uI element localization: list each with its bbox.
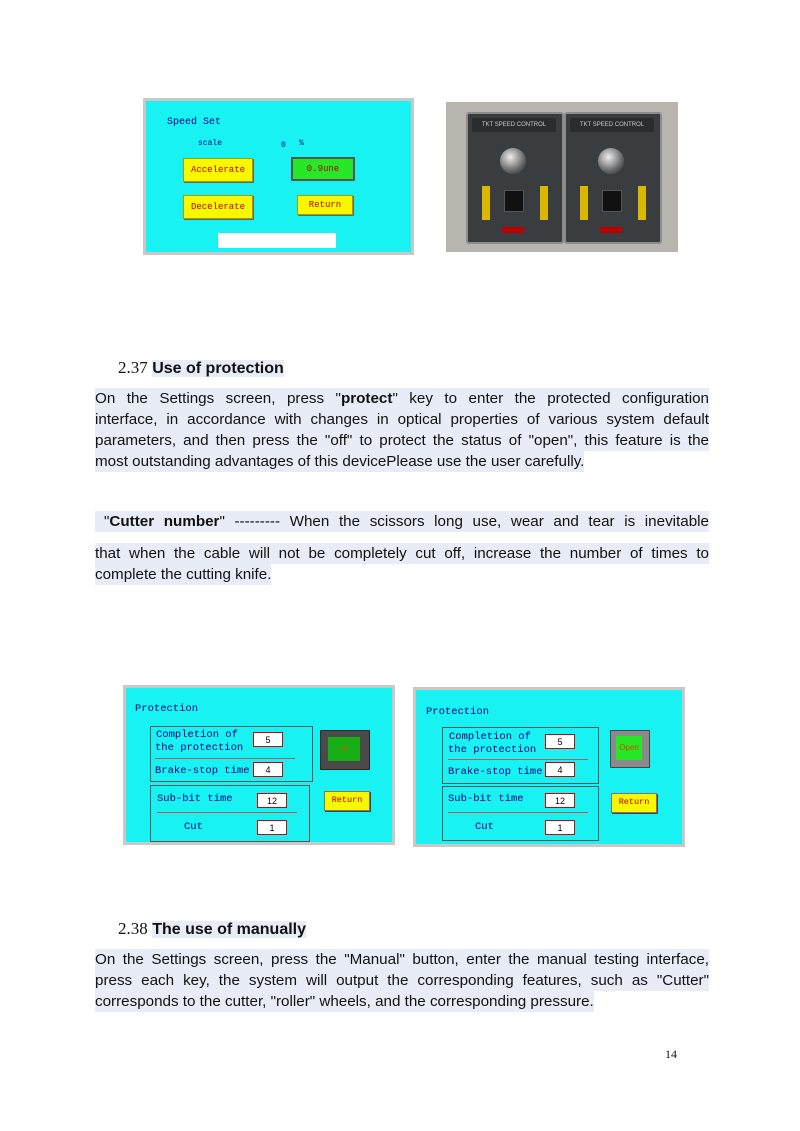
sub-bit-value[interactable]: 12: [257, 793, 287, 808]
section-title: The use of manually: [152, 921, 307, 938]
section-title: Use of protection: [152, 360, 284, 377]
speed-set-title: Speed Set: [167, 117, 222, 128]
controller-label: SPEED CONTROL: [494, 122, 547, 128]
scale-value: 0: [281, 141, 286, 150]
cutter-number-paragraph: "Cutter number" --------- When the scissors long use, wear and tear is inevitable that when the cable will not be completely cut off, increase the number of times to complete the cutting knife.: [95, 513, 709, 583]
page-number: 14: [665, 1047, 677, 1061]
speed-set-screenshot: [143, 98, 414, 255]
brake-stop-value[interactable]: 4: [253, 762, 283, 777]
cut-value[interactable]: 1: [545, 820, 575, 835]
protection-toggle-button[interactable]: Open: [610, 730, 650, 768]
protection-paragraph: On the Settings screen, press "protect" key to enter the protected configuration interface, in accordance with changes in optical properties of various system default parameters, and then press the "off" to protect the status of "open", this feature is the most outstanding advantages of this devicePlease use the user carefully.: [95, 390, 709, 470]
protection-toggle-button[interactable]: off: [320, 730, 370, 770]
speed-knob: [500, 148, 526, 174]
section-number: 2.38: [118, 919, 148, 938]
protection-settings-box: Completion of the protection 5 Brake-stop time 4: [442, 727, 599, 784]
protection-title: Protection: [135, 703, 199, 715]
protection-title: Protection: [426, 706, 490, 718]
section-heading-2-37: [118, 358, 284, 378]
accelerate-button[interactable]: Accelerate: [183, 158, 253, 182]
controller-label: SPEED CONTROL: [592, 122, 645, 128]
protection-screen-off: [123, 685, 395, 845]
protection-settings-box: Completion of the protection 5 Brake-stop time 4: [150, 726, 313, 782]
manual-paragraph: On the Settings screen, press the "Manual" button, enter the manual testing interface, press each key, the system will output the corresponding features, such as "Cutter" corresponds to the cutter, "roller" wheels, and the corresponding pressure.: [95, 951, 709, 1010]
cut-value[interactable]: 1: [257, 820, 287, 835]
sub-bit-value[interactable]: 12: [545, 793, 575, 808]
protection-screen-open: [413, 687, 685, 847]
completion-value[interactable]: 5: [545, 734, 575, 749]
protect-key-term: protect: [340, 390, 393, 407]
brand-label: TKT: [481, 122, 494, 128]
return-button[interactable]: Return: [297, 195, 353, 215]
power-switch: [602, 190, 622, 212]
completion-value[interactable]: 5: [253, 732, 283, 747]
return-button[interactable]: Return: [324, 791, 370, 811]
cut-settings-box: Sub-bit time 12 Cut 1: [442, 786, 599, 841]
speed-knob: [598, 148, 624, 174]
status-bar: [218, 233, 336, 248]
section-number: 2.37: [118, 358, 148, 377]
speed-controller-photo: [446, 102, 678, 252]
section-heading-2-38: [118, 919, 306, 939]
speed-value-display: 0.9une: [291, 157, 355, 181]
return-button[interactable]: Return: [611, 793, 657, 813]
brand-label: TKT: [579, 122, 592, 128]
decelerate-button[interactable]: Decelerate: [183, 195, 253, 219]
brake-stop-value[interactable]: 4: [545, 762, 575, 777]
cut-settings-box: Sub-bit time 12 Cut 1: [150, 785, 310, 842]
speed-controller-right: [564, 112, 662, 244]
scale-unit: %: [299, 139, 304, 148]
cutter-number-term: Cutter number: [109, 513, 220, 530]
speed-controller-left: [466, 112, 564, 244]
scale-label: scale: [198, 139, 223, 148]
power-switch: [504, 190, 524, 212]
